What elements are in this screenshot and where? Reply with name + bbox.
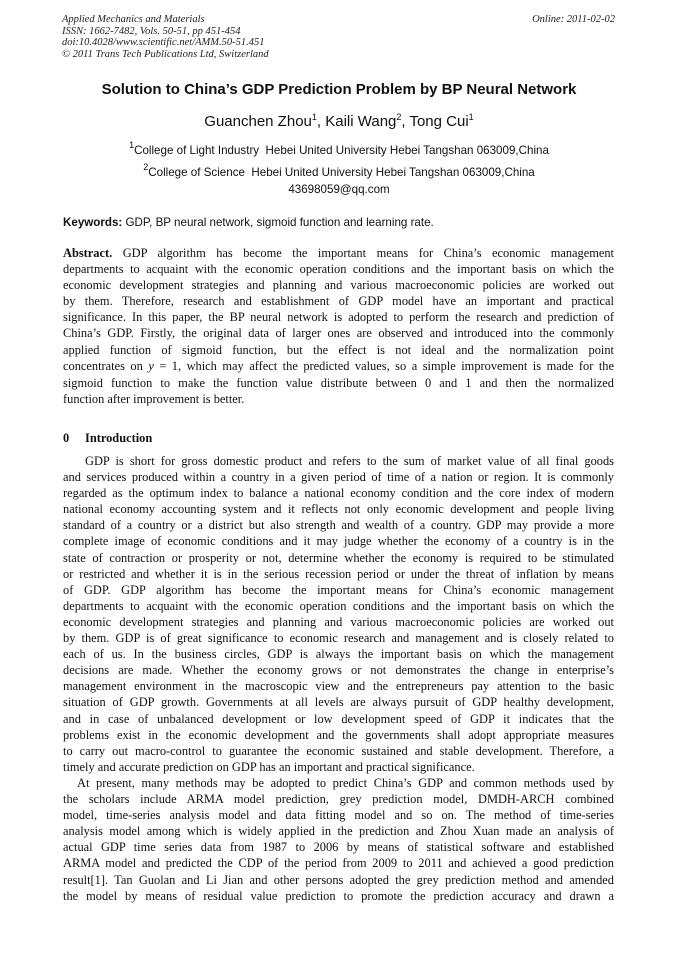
intro-line: and in case of unbalanced development or low development speed of GDP it indicates that the xyxy=(63,711,614,726)
intro-line: national economy accounting system and it reflects not only economic development and people living xyxy=(63,502,614,517)
abstract-line: sigmoid function to make the function value distribute between 0 and 1 and then the normalized xyxy=(63,375,614,390)
intro-line: regarded as the optimum index to balance a national economy condition and the core index of modern xyxy=(63,486,614,501)
journal-header xyxy=(62,14,269,60)
intro-line: departments to acquaint with the economic operation conditions and the important basis on which the xyxy=(63,598,614,613)
author-name: Guanchen Zhou xyxy=(204,113,312,130)
abstract xyxy=(63,245,614,407)
intro-line: problems exist in the economic development and the governments shall adopt appropriate measures xyxy=(63,727,614,742)
intro-line: economic development strategies and planning and various macroeconomic policies are worked out xyxy=(63,614,614,629)
abstract-line: applied function of sigmoid function, but the effect is not ideal and the normalization point xyxy=(63,342,614,357)
intro-line: of GDP. GDP algorithm has become the important means for China’s economic management xyxy=(63,582,614,597)
author-affiliation-mark: 2 xyxy=(396,112,402,122)
intro-line: each of us. In the business circles, GDP is always the important basis on which the management xyxy=(63,647,614,662)
affiliation-2 xyxy=(0,162,678,179)
author-affiliation-mark: 1 xyxy=(311,112,317,122)
intro-line: GDP is short for gross domestic product and refers to the sum of market value of all final goods xyxy=(85,454,614,468)
section-heading xyxy=(63,431,152,446)
intro-line: decisions are made. Whether the economy grows or not demonstrates the change in enterprise’s xyxy=(63,663,614,678)
abstract-label: Abstract. xyxy=(63,246,113,260)
intro-line: standard of a country or a district but also strength and wealth of a country. GDP may provide a more xyxy=(63,518,614,533)
intro-paragraph-2 xyxy=(63,775,614,904)
abstract-line: concentrates on y = 1, which may affect the predicted values, so a simple improvement is made for the xyxy=(63,358,614,373)
paper-title: Solution to China’s GDP Prediction Problem by BP Neural Network xyxy=(101,81,577,98)
abstract-line: by them. Therefore, research and establishment of GDP model have an important and practical xyxy=(63,294,614,309)
affiliation-mark: 2 xyxy=(143,162,149,172)
keywords xyxy=(63,216,434,229)
keywords-label: Keywords: xyxy=(63,216,123,229)
intro-line: ARMA model and predicted the CDP of the period from 2009 to 2011 and achieved a good prediction xyxy=(63,856,614,871)
intro-line: situation of GDP growth. Governments at all levels are always pursuit of GDP healthy development, xyxy=(63,695,614,710)
abstract-line: significance. In this paper, the BP neural network is adopted to perform the research and prediction of xyxy=(63,310,614,325)
intro-line: by them. GDP is of great significance to economic research and management and is closely related to xyxy=(63,631,614,646)
abstract-line: function after improvement is better. xyxy=(63,391,245,406)
math-variable-y: y xyxy=(148,358,154,373)
intro-line: management environment in the macroscopic view and the entrepreneurs pay attention to the basic xyxy=(63,679,614,694)
author-name: Kaili Wang xyxy=(325,113,397,130)
author-separator: , xyxy=(316,113,326,130)
copyright-line: © 2011 Trans Tech Publications Ltd, Switzerland xyxy=(62,48,269,60)
affiliation-text: College of Light Industry Hebei United University Hebei Tangshan 063009,China xyxy=(134,144,549,157)
author-list xyxy=(0,112,678,130)
doi-line: doi:10.4028/www.scientific.net/AMM.50-51.451 xyxy=(62,37,265,48)
author-separator: , xyxy=(401,113,410,130)
abstract-line: China’s GDP. Firstly, the original data of larger ones are observed and introduced into the commonly xyxy=(63,326,614,341)
abstract-line: departments to acquaint with the economic operation conditions and the important basis on which the xyxy=(63,262,614,277)
intro-line: At present, many methods may be adopted to predict China’s GDP and common methods used by xyxy=(77,776,614,790)
intro-line: or restricted and whether it is in the serious recession period or under the threat of inflation by means xyxy=(63,566,614,581)
intro-line: the model by means of residual value prediction to promote the prediction accuracy and drawn a xyxy=(63,888,614,903)
online-date: Online: 2011-02-02 xyxy=(532,14,615,25)
journal-name: Applied Mechanics and Materials xyxy=(62,14,205,25)
section-number: 0 xyxy=(63,431,70,445)
intro-line: to carry out macro-control to guarantee the economic sustained and stable development. Therefore, a xyxy=(63,743,614,758)
intro-line: model, time-series analysis model and data fitting model and so on. The method of time-series xyxy=(63,808,614,823)
keywords-text: GDP, BP neural network, sigmoid function and learning rate. xyxy=(122,216,434,229)
intro-line: state of contraction or prosperity or not, determine whether the economy is required to be stimulated xyxy=(63,550,614,565)
intro-line: result[1]. Tan Guolan and Li Jian and other persons adopted the grey prediction method and amended xyxy=(63,872,614,887)
intro-line: and services produced within a country in a given period of time of a nation or region. It is commonly xyxy=(63,470,614,485)
author-name: Tong Cui xyxy=(409,113,469,130)
intro-line: analysis model among which is widely applied in the prediction and Zhou Xuan made an analysis of xyxy=(63,824,614,839)
author-affiliation-mark: 1 xyxy=(468,112,474,122)
intro-line: timely and accurate prediction on GDP has an important and practical significance. xyxy=(63,759,475,774)
section-title: Introduction xyxy=(85,431,153,445)
issn-line: ISSN: 1662-7482, Vols. 50-51, pp 451-454 xyxy=(62,25,241,37)
abstract-line: Abstract. GDP algorithm has become the important means for China’s economic management xyxy=(63,246,614,260)
intro-line: complete image of economic conditions and it may judge whether the economy of a country is in the xyxy=(63,534,614,549)
intro-paragraph-1 xyxy=(63,453,614,775)
author-email: 43698059@qq.com xyxy=(288,183,390,196)
intro-line: actual GDP time series data from 1987 to 2006 by means of statistical software and established xyxy=(63,840,614,855)
intro-line: the scholars include ARMA model prediction, grey prediction model, DMDH-ARCH combined xyxy=(63,792,614,807)
abstract-line: economic development strategies and planning and various macroeconomic policies are worked out xyxy=(63,278,614,293)
affiliation-mark: 1 xyxy=(129,140,135,150)
affiliation-text: College of Science Hebei United University Hebei Tangshan 063009,China xyxy=(148,166,535,179)
affiliation-1 xyxy=(0,140,678,157)
